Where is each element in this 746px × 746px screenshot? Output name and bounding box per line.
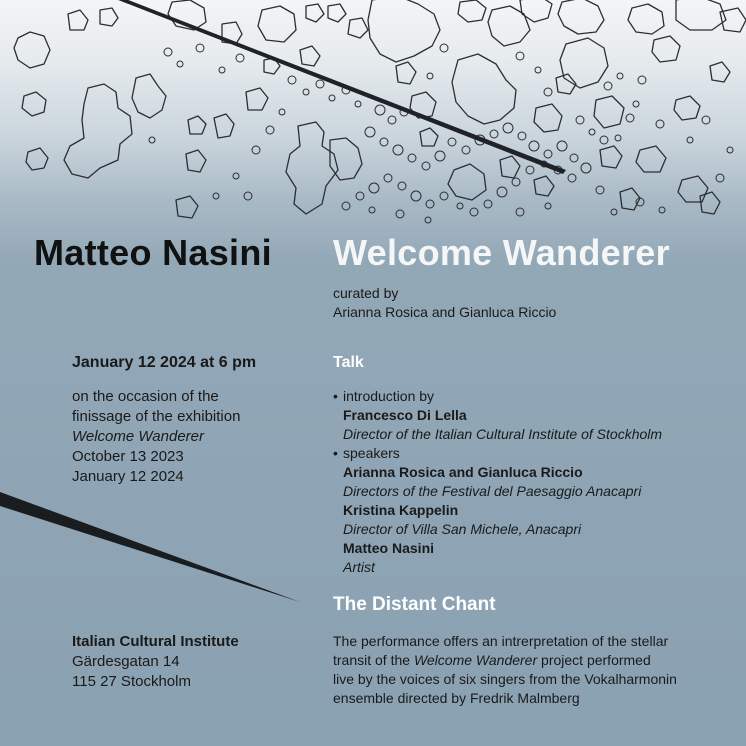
talk-section	[333, 353, 733, 577]
venue-city: 115 27 Stockholm	[72, 673, 191, 690]
speaker-role: Directors of the Festival del Paesaggio Anacapri	[343, 483, 642, 499]
period-end: January 12 2024	[72, 468, 184, 485]
venue-block	[72, 632, 239, 692]
event-block	[72, 353, 256, 487]
speaker-role: Artist	[343, 559, 375, 575]
occasion-line-2: finissage of the exhibition	[72, 408, 241, 425]
occasion-line-1: on the occasion of the	[72, 388, 219, 405]
speaker-list	[333, 463, 733, 577]
event-date-time: January 12 2024 at 6 pm	[72, 354, 257, 371]
speakers-label: • speakers	[333, 444, 733, 463]
intro-role: Director of the Italian Cultural Institute of Stockholm	[343, 426, 663, 442]
performance-line-1: The performance offers an intrerpretation of the stellar	[333, 633, 669, 649]
speaker-name: Matteo Nasini	[343, 540, 435, 556]
venue-street: Gärdesgatan 14	[72, 653, 180, 670]
performance-heading: The Distant Chant	[333, 594, 496, 615]
curator-block	[333, 284, 556, 322]
performance-project-name: Welcome Wanderer	[413, 652, 538, 668]
curators: Arianna Rosica and Gianluca Riccio	[333, 304, 557, 320]
exhibition-title: Welcome Wanderer	[333, 232, 670, 273]
speaker-role: Director of Villa San Michele, Anacapri	[343, 521, 582, 537]
occasion-exhibition-name: Welcome Wanderer	[72, 428, 204, 445]
occasion-text	[72, 387, 256, 487]
intro-name: Francesco Di Lella	[343, 407, 467, 423]
curated-label: curated by	[333, 285, 399, 301]
performance-line-2	[333, 651, 743, 670]
venue-name: Italian Cultural Institute	[72, 633, 239, 650]
speaker-name: Arianna Rosica and Gianluca Riccio	[343, 464, 583, 480]
small-cells	[149, 44, 733, 223]
intro-label: • introduction by	[333, 387, 733, 406]
artist-name: Matteo Nasini	[34, 232, 272, 273]
performance-line-2-pre: transit of the	[333, 652, 414, 668]
performance-line-3: live by the voices of six singers from the Vokalharmonin	[333, 671, 677, 687]
talk-heading: Talk	[333, 354, 364, 371]
period-start: October 13 2023	[72, 448, 184, 465]
speaker-name: Kristina Kappelin	[343, 502, 459, 518]
performance-text	[333, 632, 743, 708]
performance-line-2-post: project performed	[537, 652, 651, 668]
performance-line-4: ensemble directed by Fredrik Malmberg	[333, 690, 580, 706]
